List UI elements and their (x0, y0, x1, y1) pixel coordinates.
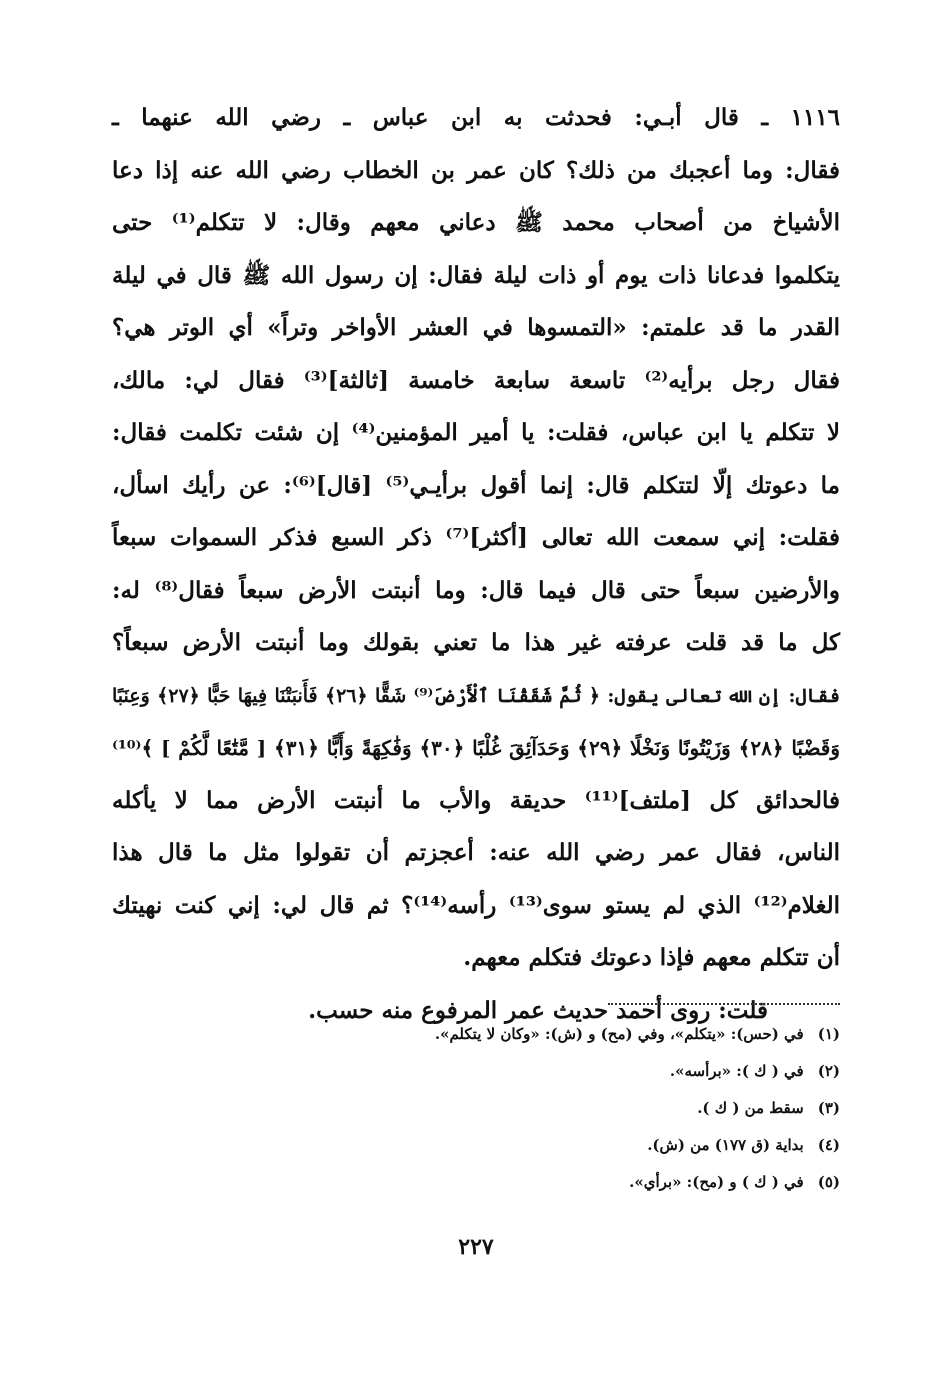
text-line: ١١١٦ ـ قال أبـي: فحدثت به ابن عباس ـ رضي الله عنهما ـ (112, 104, 840, 131)
footnote (220, 1127, 840, 1164)
text-line: القدر ما قد علمتم: «التمسوها في العشر الأواخر وتراً» أي الوتر هي؟ (112, 314, 840, 341)
footnote-text: في ( ك ) و (مح): «برأي». (629, 1173, 804, 1191)
text-line: فقلت: إني سمعت الله تعالى [أكثر]⁽⁷⁾ ذكر السبع فذكر السموات سبعاً (112, 524, 840, 551)
footnote-number: (٥) (817, 1173, 840, 1191)
page-number: ٢٢٧ (458, 1234, 494, 1260)
text-line: فالحدائق كل [ملتف]⁽¹¹⁾ حديقة والأب ما أنبتت الأرض مما لا يأكله (112, 786, 840, 814)
footnote-number: (٣) (817, 1099, 840, 1117)
footnote-text: في ( ك ): «برأسه». (669, 1062, 804, 1080)
footnotes (220, 1016, 840, 1201)
footnote (220, 1164, 840, 1201)
footnote (220, 1016, 840, 1053)
quran-verse-line: فقال: إن الله تعالى يقول: ﴿ ثُمَّ شَقَقْنَا ٱلْأَرْضَ⁽⁹⁾ شَقًّا ﴿٢٦﴾ فَأَنبَتْنَا فِيهَا حَبًّا ﴿٢٧﴾ وَعِنَبًا (112, 684, 841, 707)
text-line: والأرضين سبعاً حتى قال فيما قال: وما أنبتت الأرض سبعاً فقال⁽⁸⁾ له: (112, 576, 840, 604)
footnote (220, 1090, 840, 1127)
text-line: كل ما قد قلت عرفته غير هذا ما تعني بقولك وما أنبتت الأرض سبعاً؟ (112, 629, 840, 656)
footnote-separator (608, 1003, 840, 1005)
text-line: يتكلموا فدعانا ذات يوم أو ذات ليلة فقال: إن رسول الله ﷺ قال في ليلة (112, 261, 840, 289)
text-line: الغلام⁽¹²⁾ الذي لم يستو سوى⁽¹³⁾ رأسه⁽¹⁴⁾؟ ثم قال لي: إني كنت نهيتك (112, 891, 841, 919)
quran-verse-line: وَقَضْبًا ﴿٢٨﴾ وَزَيْتُونًا وَنَخْلًا ﴿٢٩﴾ وَحَدَآئِقَ غُلْبًا ﴿٣٠﴾ وَفَٰكِهَةً وَأَبًّا ﴿٣١﴾ [ مَّتَٰعًا لَّكُمْ ] ﴾⁽¹⁰⁾ (112, 736, 841, 760)
text-line: فقال: وما أعجبك من ذلك؟ كان عمر بن الخطاب رضي الله عنه إذا دعا (112, 156, 840, 184)
author-comment: قلت: روى أحمد حديث عمر المرفوع منه حسب. (308, 996, 768, 1024)
footnote (220, 1053, 840, 1090)
text-line: فقال رجل برأيه⁽²⁾ تاسعة سابعة خامسة [ثالثة]⁽³⁾ فقال لي: مالك، (112, 366, 840, 394)
text-line: الأشياخ من أصحاب محمد ﷺ دعاني معهم وقال: لا تتكلم⁽¹⁾ حتى (112, 209, 841, 236)
text-line: ما دعوتك إلّا لتتكلم قال: إنما أقول برأيـي⁽⁵⁾ [قال]⁽⁶⁾: عن رأيك اسأل، (112, 471, 841, 499)
text-line: أن تتكلم معهم فإذا دعوتك فتكلم معهم. (463, 944, 840, 971)
footnote-number: (٤) (817, 1136, 840, 1154)
footnote-number: (١) (817, 1025, 840, 1043)
text-line: الناس، فقال عمر رضي الله عنه: أعجزتم أن تقولوا مثل ما قال هذا (112, 839, 840, 866)
text-line: لا تتكلم يا ابن عباس، فقلت: يا أمير المؤمنين⁽⁴⁾ إن شئت تكلمت فقال: (112, 419, 840, 446)
footnote-number: (٢) (817, 1062, 840, 1080)
footnote-text: في (حس): «يتكلم»، وفي (مح) و (ش): «وكان لا يتكلم». (434, 1025, 804, 1043)
footnote-text: بداية (ق ١٧٧) من (ش). (647, 1136, 804, 1154)
main-text (112, 92, 840, 1037)
footnote-text: سقط من ( ك ). (697, 1099, 804, 1117)
